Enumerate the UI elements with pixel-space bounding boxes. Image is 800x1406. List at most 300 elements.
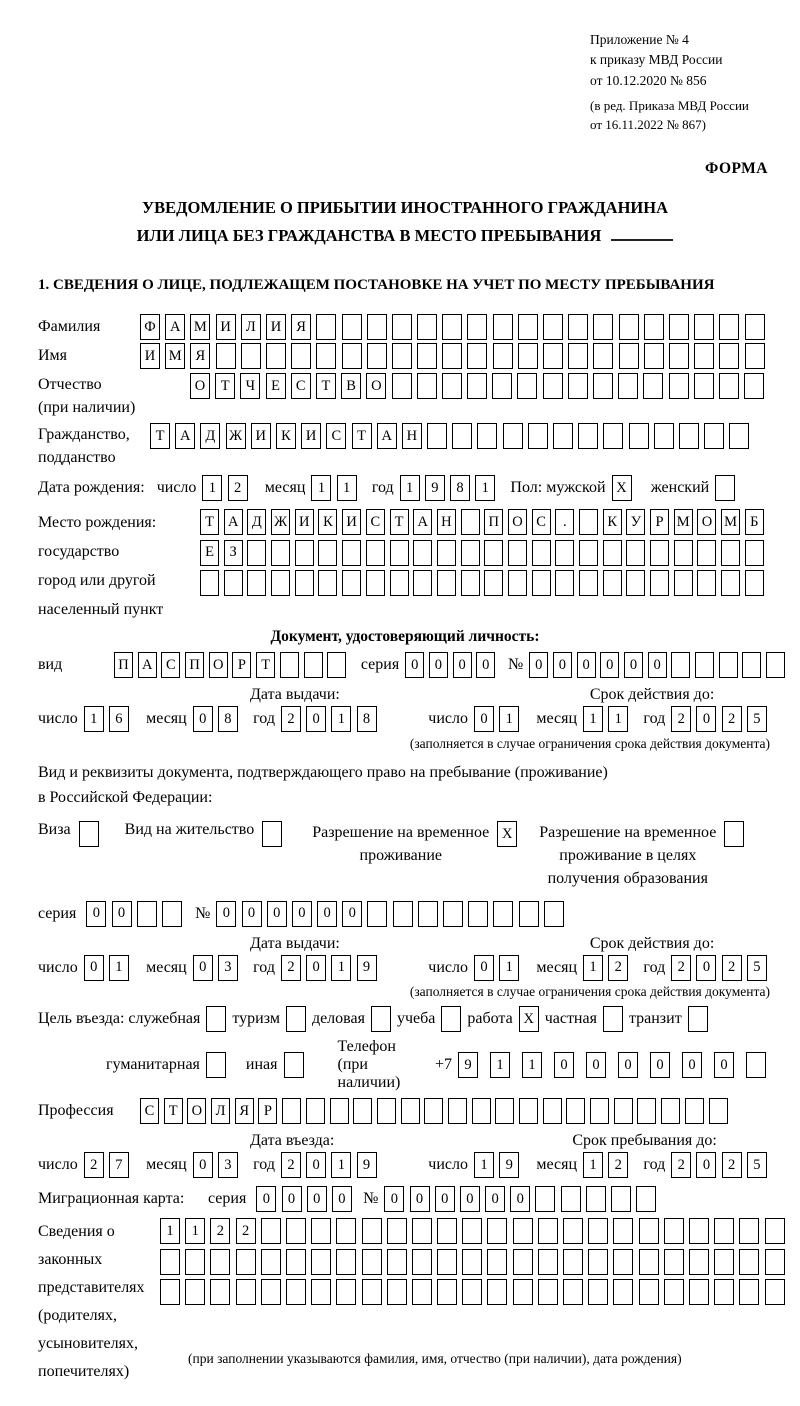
- char-cell[interactable]: [461, 509, 480, 535]
- char-cell[interactable]: 0: [306, 1152, 326, 1178]
- char-cell[interactable]: 0: [510, 1186, 530, 1212]
- char-cell[interactable]: И: [301, 423, 321, 449]
- char-cell[interactable]: [765, 1279, 785, 1305]
- char-cell[interactable]: 1: [331, 955, 351, 981]
- char-cell[interactable]: 0: [476, 652, 495, 678]
- residence-valid-day[interactable]: [474, 955, 524, 981]
- char-cell[interactable]: В: [341, 373, 361, 399]
- char-cell[interactable]: 2: [608, 1152, 628, 1178]
- char-cell[interactable]: [311, 1218, 331, 1244]
- char-cell[interactable]: 3: [218, 1152, 238, 1178]
- char-cell[interactable]: [513, 1279, 533, 1305]
- char-cell[interactable]: 2: [608, 955, 628, 981]
- char-cell[interactable]: [392, 343, 412, 369]
- char-cell[interactable]: [719, 373, 739, 399]
- char-cell[interactable]: [271, 540, 290, 566]
- birth-year-field[interactable]: [400, 475, 501, 501]
- char-cell[interactable]: [247, 570, 266, 596]
- char-cell[interactable]: [484, 570, 503, 596]
- char-cell[interactable]: С: [161, 652, 180, 678]
- char-cell[interactable]: [462, 1249, 482, 1275]
- char-cell[interactable]: О: [190, 373, 210, 399]
- char-cell[interactable]: [508, 540, 527, 566]
- char-cell[interactable]: [766, 652, 785, 678]
- char-cell[interactable]: 9: [458, 1052, 478, 1078]
- char-cell[interactable]: [261, 1279, 281, 1305]
- char-cell[interactable]: 1: [475, 475, 495, 501]
- residence-number-field[interactable]: [216, 901, 569, 927]
- sex-male-checkbox[interactable]: [612, 475, 637, 501]
- char-cell[interactable]: 0: [193, 955, 213, 981]
- char-cell[interactable]: [704, 423, 724, 449]
- char-cell[interactable]: [327, 652, 346, 678]
- char-cell[interactable]: 0: [696, 955, 716, 981]
- char-cell[interactable]: [579, 509, 598, 535]
- visa-checkbox[interactable]: [71, 821, 99, 847]
- char-cell[interactable]: Я: [190, 343, 210, 369]
- char-cell[interactable]: О: [209, 652, 228, 678]
- doc-issue-year[interactable]: [281, 706, 382, 732]
- doc-valid-day[interactable]: [474, 706, 524, 732]
- residence-series-field[interactable]: [86, 901, 187, 927]
- char-cell[interactable]: 0: [696, 706, 716, 732]
- char-cell[interactable]: С: [291, 373, 311, 399]
- char-cell[interactable]: [593, 373, 613, 399]
- char-cell[interactable]: 0: [485, 1186, 505, 1212]
- char-cell[interactable]: 0: [474, 955, 494, 981]
- char-cell[interactable]: [603, 423, 623, 449]
- char-cell[interactable]: П: [484, 509, 503, 535]
- char-cell[interactable]: [311, 1279, 331, 1305]
- char-cell[interactable]: [387, 1218, 407, 1244]
- char-cell[interactable]: 0: [618, 1052, 638, 1078]
- char-cell[interactable]: 9: [499, 1152, 519, 1178]
- char-cell[interactable]: [689, 1218, 709, 1244]
- char-cell[interactable]: [261, 1249, 281, 1275]
- doc-issue-month[interactable]: [193, 706, 243, 732]
- char-cell[interactable]: [664, 1218, 684, 1244]
- char-cell[interactable]: [493, 343, 513, 369]
- char-cell[interactable]: Л: [211, 1098, 230, 1124]
- char-cell[interactable]: [437, 1279, 457, 1305]
- char-cell[interactable]: 5: [747, 955, 767, 981]
- char-cell[interactable]: X: [497, 821, 517, 847]
- char-cell[interactable]: 8: [450, 475, 470, 501]
- char-cell[interactable]: 2: [722, 1152, 742, 1178]
- char-cell[interactable]: [318, 570, 337, 596]
- doc-number-field[interactable]: [529, 652, 790, 678]
- char-cell[interactable]: [286, 1249, 306, 1275]
- char-cell[interactable]: И: [342, 509, 361, 535]
- char-cell[interactable]: 1: [474, 1152, 494, 1178]
- char-cell[interactable]: Т: [316, 373, 336, 399]
- char-cell[interactable]: 0: [384, 1186, 404, 1212]
- char-cell[interactable]: У: [626, 509, 645, 535]
- char-cell[interactable]: [442, 373, 462, 399]
- surname-field[interactable]: [140, 314, 770, 340]
- char-cell[interactable]: [744, 373, 764, 399]
- char-cell[interactable]: [535, 1186, 555, 1212]
- char-cell[interactable]: [418, 901, 438, 927]
- birth-place-line-1[interactable]: [200, 509, 769, 535]
- patronymic-field[interactable]: [190, 373, 769, 399]
- doc-valid-year[interactable]: [671, 706, 772, 732]
- char-cell[interactable]: [644, 314, 664, 340]
- purpose-other-checkbox[interactable]: [278, 1052, 310, 1078]
- purpose-official-checkbox[interactable]: [200, 1006, 232, 1032]
- char-cell[interactable]: [555, 540, 574, 566]
- char-cell[interactable]: Т: [352, 423, 372, 449]
- char-cell[interactable]: А: [224, 509, 243, 535]
- char-cell[interactable]: 2: [210, 1218, 230, 1244]
- char-cell[interactable]: [669, 373, 689, 399]
- char-cell[interactable]: И: [140, 343, 160, 369]
- char-cell[interactable]: 2: [281, 1152, 301, 1178]
- char-cell[interactable]: [532, 540, 551, 566]
- char-cell[interactable]: [746, 1052, 766, 1078]
- char-cell[interactable]: [342, 570, 361, 596]
- doc-issue-day[interactable]: [84, 706, 134, 732]
- char-cell[interactable]: [304, 652, 323, 678]
- char-cell[interactable]: [629, 423, 649, 449]
- char-cell[interactable]: [286, 1006, 306, 1032]
- char-cell[interactable]: [477, 423, 497, 449]
- char-cell[interactable]: 0: [317, 901, 337, 927]
- birth-place-line-2[interactable]: [200, 540, 769, 566]
- char-cell[interactable]: [553, 423, 573, 449]
- char-cell[interactable]: [467, 343, 487, 369]
- char-cell[interactable]: [566, 1098, 585, 1124]
- char-cell[interactable]: [603, 570, 622, 596]
- char-cell[interactable]: [697, 570, 716, 596]
- char-cell[interactable]: [437, 540, 456, 566]
- char-cell[interactable]: [721, 540, 740, 566]
- char-cell[interactable]: 0: [193, 706, 213, 732]
- char-cell[interactable]: 2: [281, 955, 301, 981]
- char-cell[interactable]: [714, 1279, 734, 1305]
- char-cell[interactable]: [393, 901, 413, 927]
- char-cell[interactable]: 0: [650, 1052, 670, 1078]
- char-cell[interactable]: [437, 1249, 457, 1275]
- residence-issue-day[interactable]: [84, 955, 134, 981]
- char-cell[interactable]: И: [266, 314, 286, 340]
- char-cell[interactable]: [654, 423, 674, 449]
- char-cell[interactable]: [637, 1098, 656, 1124]
- char-cell[interactable]: С: [140, 1098, 159, 1124]
- char-cell[interactable]: 0: [242, 901, 262, 927]
- char-cell[interactable]: [719, 652, 738, 678]
- char-cell[interactable]: 0: [282, 1186, 302, 1212]
- char-cell[interactable]: Е: [200, 540, 219, 566]
- char-cell[interactable]: [216, 343, 236, 369]
- char-cell[interactable]: [588, 1249, 608, 1275]
- char-cell[interactable]: М: [674, 509, 693, 535]
- char-cell[interactable]: [442, 314, 462, 340]
- entry-year[interactable]: [281, 1152, 382, 1178]
- char-cell[interactable]: [484, 540, 503, 566]
- char-cell[interactable]: 0: [474, 706, 494, 732]
- profession-field[interactable]: [140, 1098, 732, 1124]
- purpose-transit-checkbox[interactable]: [682, 1006, 714, 1032]
- char-cell[interactable]: [280, 652, 299, 678]
- char-cell[interactable]: 1: [522, 1052, 542, 1078]
- char-cell[interactable]: X: [519, 1006, 539, 1032]
- char-cell[interactable]: 0: [714, 1052, 734, 1078]
- char-cell[interactable]: [392, 314, 412, 340]
- char-cell[interactable]: [619, 343, 639, 369]
- char-cell[interactable]: 0: [529, 652, 548, 678]
- char-cell[interactable]: [544, 901, 564, 927]
- char-cell[interactable]: [593, 314, 613, 340]
- stay-month[interactable]: [583, 1152, 633, 1178]
- char-cell[interactable]: [543, 343, 563, 369]
- char-cell[interactable]: [342, 314, 362, 340]
- char-cell[interactable]: 0: [696, 1152, 716, 1178]
- char-cell[interactable]: [452, 423, 472, 449]
- char-cell[interactable]: [206, 1052, 226, 1078]
- char-cell[interactable]: [266, 343, 286, 369]
- char-cell[interactable]: [441, 1006, 461, 1032]
- char-cell[interactable]: .: [555, 509, 574, 535]
- char-cell[interactable]: 0: [306, 955, 326, 981]
- representatives-line-2[interactable]: [160, 1249, 790, 1275]
- char-cell[interactable]: [390, 570, 409, 596]
- char-cell[interactable]: [745, 343, 765, 369]
- char-cell[interactable]: [241, 343, 261, 369]
- char-cell[interactable]: [495, 1098, 514, 1124]
- char-cell[interactable]: [721, 570, 740, 596]
- char-cell[interactable]: 1: [331, 706, 351, 732]
- char-cell[interactable]: [371, 1006, 391, 1032]
- char-cell[interactable]: [185, 1249, 205, 1275]
- char-cell[interactable]: [79, 821, 99, 847]
- char-cell[interactable]: [636, 1186, 656, 1212]
- char-cell[interactable]: [588, 1279, 608, 1305]
- char-cell[interactable]: [137, 901, 157, 927]
- char-cell[interactable]: 2: [228, 475, 248, 501]
- char-cell[interactable]: [593, 343, 613, 369]
- char-cell[interactable]: [412, 1279, 432, 1305]
- char-cell[interactable]: [568, 343, 588, 369]
- char-cell[interactable]: [685, 1098, 704, 1124]
- char-cell[interactable]: О: [508, 509, 527, 535]
- char-cell[interactable]: И: [295, 509, 314, 535]
- char-cell[interactable]: 0: [624, 652, 643, 678]
- char-cell[interactable]: [487, 1218, 507, 1244]
- char-cell[interactable]: [316, 343, 336, 369]
- char-cell[interactable]: [614, 1098, 633, 1124]
- char-cell[interactable]: 0: [429, 652, 448, 678]
- char-cell[interactable]: К: [276, 423, 296, 449]
- char-cell[interactable]: З: [224, 540, 243, 566]
- char-cell[interactable]: [462, 1218, 482, 1244]
- migration-number-field[interactable]: [384, 1186, 661, 1212]
- char-cell[interactable]: [543, 1098, 562, 1124]
- char-cell[interactable]: [362, 1279, 382, 1305]
- char-cell[interactable]: [765, 1249, 785, 1275]
- char-cell[interactable]: 2: [722, 706, 742, 732]
- char-cell[interactable]: [472, 1098, 491, 1124]
- char-cell[interactable]: А: [377, 423, 397, 449]
- phone-field[interactable]: [452, 1052, 772, 1078]
- char-cell[interactable]: [286, 1279, 306, 1305]
- purpose-work-checkbox[interactable]: [513, 1006, 545, 1032]
- char-cell[interactable]: Д: [200, 423, 220, 449]
- char-cell[interactable]: 0: [435, 1186, 455, 1212]
- char-cell[interactable]: [543, 314, 563, 340]
- char-cell[interactable]: [362, 1218, 382, 1244]
- char-cell[interactable]: [467, 373, 487, 399]
- char-cell[interactable]: 0: [553, 652, 572, 678]
- char-cell[interactable]: 1: [331, 1152, 351, 1178]
- char-cell[interactable]: [603, 1006, 623, 1032]
- char-cell[interactable]: 0: [216, 901, 236, 927]
- char-cell[interactable]: [528, 423, 548, 449]
- char-cell[interactable]: [579, 540, 598, 566]
- char-cell[interactable]: [427, 423, 447, 449]
- char-cell[interactable]: [412, 1249, 432, 1275]
- char-cell[interactable]: 0: [267, 901, 287, 927]
- char-cell[interactable]: [318, 540, 337, 566]
- char-cell[interactable]: [518, 343, 538, 369]
- char-cell[interactable]: [493, 901, 513, 927]
- char-cell[interactable]: 5: [747, 1152, 767, 1178]
- char-cell[interactable]: [714, 1249, 734, 1275]
- char-cell[interactable]: Р: [232, 652, 251, 678]
- doc-valid-month[interactable]: [583, 706, 633, 732]
- char-cell[interactable]: [568, 373, 588, 399]
- char-cell[interactable]: [162, 901, 182, 927]
- char-cell[interactable]: [586, 1186, 606, 1212]
- char-cell[interactable]: К: [603, 509, 622, 535]
- char-cell[interactable]: 8: [218, 706, 238, 732]
- char-cell[interactable]: [603, 540, 622, 566]
- char-cell[interactable]: 0: [342, 901, 362, 927]
- char-cell[interactable]: Р: [258, 1098, 277, 1124]
- char-cell[interactable]: [362, 1249, 382, 1275]
- purpose-private-checkbox[interactable]: [597, 1006, 629, 1032]
- char-cell[interactable]: [519, 901, 539, 927]
- char-cell[interactable]: 3: [218, 955, 238, 981]
- char-cell[interactable]: [160, 1279, 180, 1305]
- purpose-tourism-checkbox[interactable]: [280, 1006, 312, 1032]
- char-cell[interactable]: Б: [745, 509, 764, 535]
- char-cell[interactable]: [390, 540, 409, 566]
- char-cell[interactable]: К: [318, 509, 337, 535]
- char-cell[interactable]: [588, 1218, 608, 1244]
- char-cell[interactable]: [236, 1249, 256, 1275]
- char-cell[interactable]: А: [138, 652, 157, 678]
- char-cell[interactable]: 1: [202, 475, 222, 501]
- char-cell[interactable]: [650, 540, 669, 566]
- char-cell[interactable]: [387, 1279, 407, 1305]
- char-cell[interactable]: Ж: [271, 509, 290, 535]
- char-cell[interactable]: [578, 423, 598, 449]
- residence-valid-year[interactable]: [671, 955, 772, 981]
- char-cell[interactable]: С: [532, 509, 551, 535]
- char-cell[interactable]: Н: [402, 423, 422, 449]
- char-cell[interactable]: 1: [490, 1052, 510, 1078]
- char-cell[interactable]: [282, 1098, 301, 1124]
- char-cell[interactable]: [742, 652, 761, 678]
- char-cell[interactable]: 1: [583, 1152, 603, 1178]
- char-cell[interactable]: [437, 1218, 457, 1244]
- char-cell[interactable]: [563, 1249, 583, 1275]
- char-cell[interactable]: С: [366, 509, 385, 535]
- char-cell[interactable]: П: [114, 652, 133, 678]
- residence-permit-checkbox[interactable]: [254, 821, 282, 847]
- char-cell[interactable]: [271, 570, 290, 596]
- char-cell[interactable]: 1: [337, 475, 357, 501]
- birth-place-line-3[interactable]: [200, 570, 769, 596]
- char-cell[interactable]: [366, 570, 385, 596]
- char-cell[interactable]: [185, 1279, 205, 1305]
- char-cell[interactable]: А: [165, 314, 185, 340]
- char-cell[interactable]: 0: [453, 652, 472, 678]
- char-cell[interactable]: [493, 314, 513, 340]
- char-cell[interactable]: [543, 373, 563, 399]
- char-cell[interactable]: [417, 343, 437, 369]
- char-cell[interactable]: 1: [109, 955, 129, 981]
- residence-issue-month[interactable]: [193, 955, 243, 981]
- char-cell[interactable]: [644, 343, 664, 369]
- char-cell[interactable]: [538, 1279, 558, 1305]
- char-cell[interactable]: [330, 1098, 349, 1124]
- char-cell[interactable]: [518, 314, 538, 340]
- char-cell[interactable]: Р: [650, 509, 669, 535]
- char-cell[interactable]: [613, 1218, 633, 1244]
- char-cell[interactable]: [377, 1098, 396, 1124]
- purpose-study-checkbox[interactable]: [435, 1006, 467, 1032]
- char-cell[interactable]: [366, 540, 385, 566]
- char-cell[interactable]: [291, 343, 311, 369]
- char-cell[interactable]: [590, 1098, 609, 1124]
- char-cell[interactable]: Т: [150, 423, 170, 449]
- char-cell[interactable]: [613, 1249, 633, 1275]
- char-cell[interactable]: Т: [164, 1098, 183, 1124]
- char-cell[interactable]: [745, 570, 764, 596]
- char-cell[interactable]: [697, 540, 716, 566]
- char-cell[interactable]: [413, 540, 432, 566]
- char-cell[interactable]: 0: [86, 901, 106, 927]
- char-cell[interactable]: [626, 570, 645, 596]
- char-cell[interactable]: И: [251, 423, 271, 449]
- char-cell[interactable]: 0: [460, 1186, 480, 1212]
- given-name-field[interactable]: [140, 343, 770, 369]
- char-cell[interactable]: 2: [671, 1152, 691, 1178]
- char-cell[interactable]: [342, 343, 362, 369]
- char-cell[interactable]: [295, 570, 314, 596]
- char-cell[interactable]: [729, 423, 749, 449]
- char-cell[interactable]: 0: [307, 1186, 327, 1212]
- char-cell[interactable]: [413, 570, 432, 596]
- char-cell[interactable]: [367, 314, 387, 340]
- char-cell[interactable]: [306, 1098, 325, 1124]
- char-cell[interactable]: Я: [235, 1098, 254, 1124]
- char-cell[interactable]: [664, 1249, 684, 1275]
- char-cell[interactable]: [160, 1249, 180, 1275]
- char-cell[interactable]: 2: [671, 955, 691, 981]
- char-cell[interactable]: [719, 314, 739, 340]
- char-cell[interactable]: [611, 1186, 631, 1212]
- char-cell[interactable]: [694, 343, 714, 369]
- char-cell[interactable]: 0: [586, 1052, 606, 1078]
- char-cell[interactable]: [538, 1218, 558, 1244]
- char-cell[interactable]: [714, 1218, 734, 1244]
- char-cell[interactable]: [688, 1006, 708, 1032]
- char-cell[interactable]: [468, 901, 488, 927]
- char-cell[interactable]: 1: [499, 706, 519, 732]
